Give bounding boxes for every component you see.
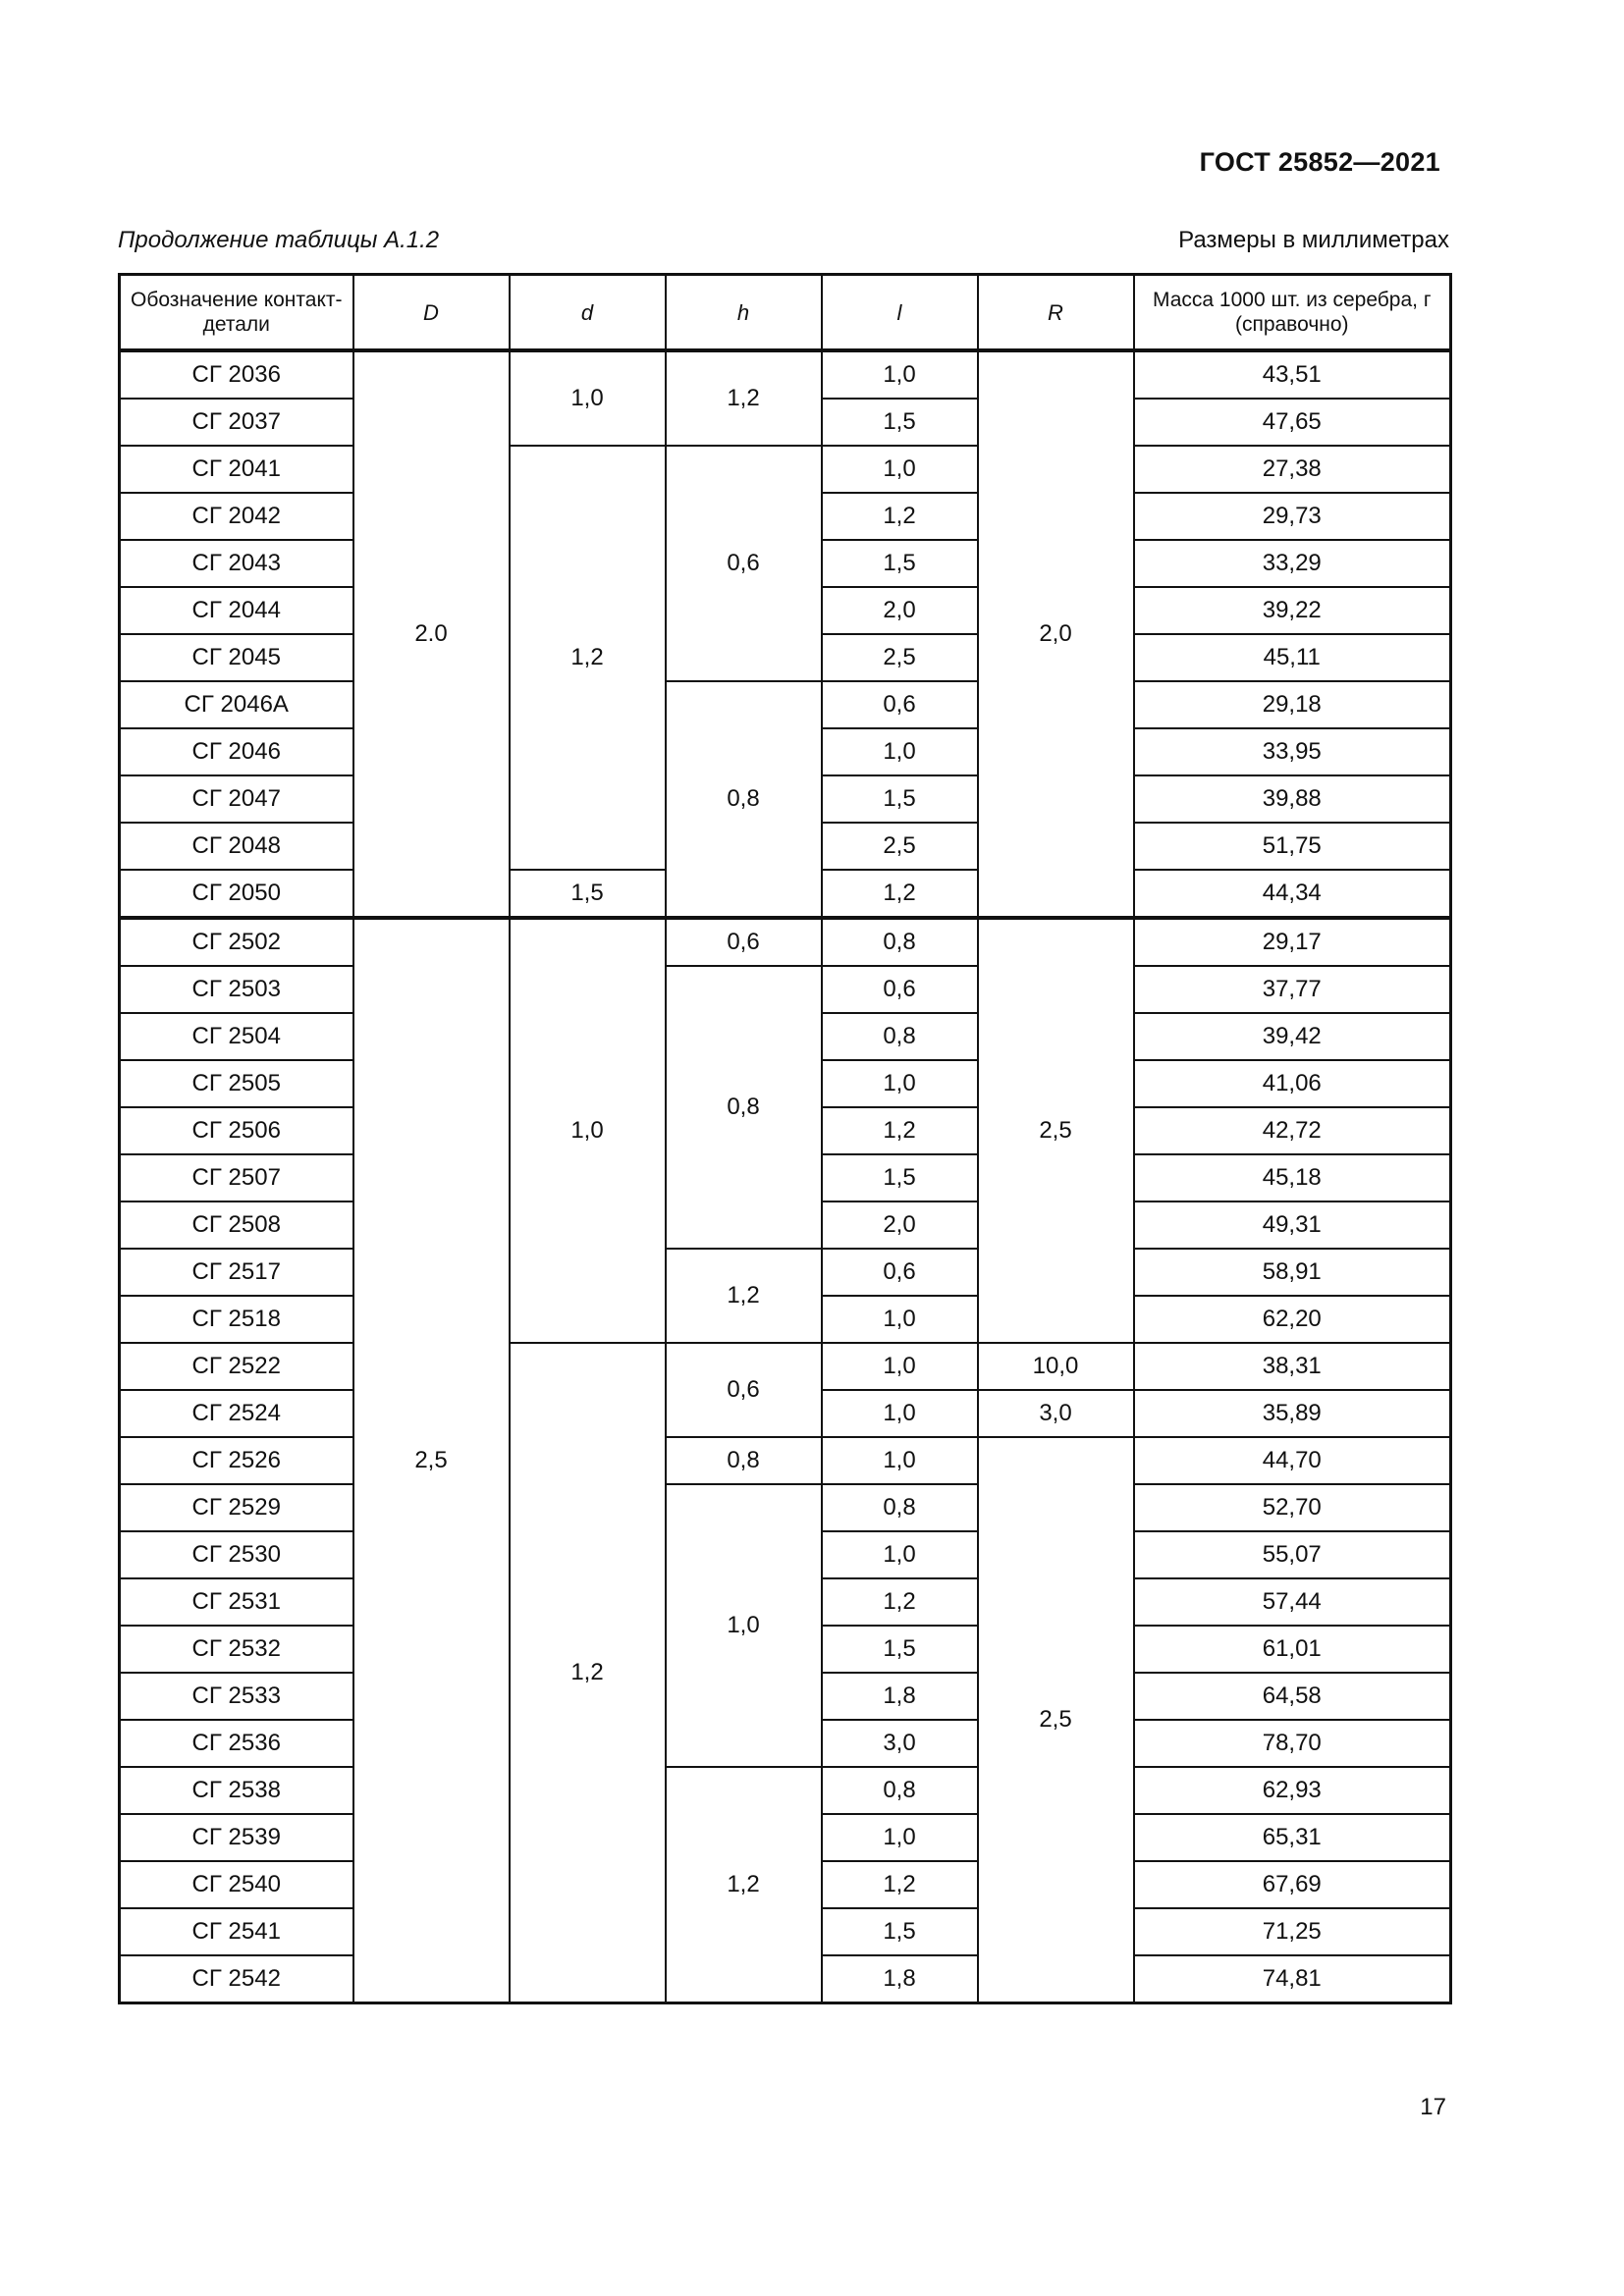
cell-l: 1,8 bbox=[822, 1673, 978, 1720]
cell-designation: СГ 2541 bbox=[120, 1908, 353, 1955]
header-l: l bbox=[822, 275, 978, 351]
cell-h: 1,0 bbox=[666, 1484, 822, 1767]
table-row bbox=[120, 966, 1451, 1013]
cell-l: 1,2 bbox=[822, 1107, 978, 1154]
cell-mass: 64,58 bbox=[1134, 1673, 1451, 1720]
cell-mass: 47,65 bbox=[1134, 399, 1451, 446]
header-D: D bbox=[353, 275, 510, 351]
table-row bbox=[120, 681, 1451, 728]
cell-l: 0,8 bbox=[822, 1484, 978, 1531]
cell-mass: 49,31 bbox=[1134, 1201, 1451, 1249]
cell-l: 1,5 bbox=[822, 775, 978, 823]
cell-l: 1,0 bbox=[822, 1060, 978, 1107]
cell-mass: 37,77 bbox=[1134, 966, 1451, 1013]
header-h: h bbox=[666, 275, 822, 351]
cell-designation: СГ 2524 bbox=[120, 1390, 353, 1437]
cell-l: 1,2 bbox=[822, 870, 978, 918]
cell-mass: 71,25 bbox=[1134, 1908, 1451, 1955]
cell-designation: СГ 2044 bbox=[120, 587, 353, 634]
cell-l: 0,8 bbox=[822, 1013, 978, 1060]
cell-designation: СГ 2517 bbox=[120, 1249, 353, 1296]
cell-h: 0,8 bbox=[666, 966, 822, 1249]
cell-designation: СГ 2522 bbox=[120, 1343, 353, 1390]
cell-mass: 29,18 bbox=[1134, 681, 1451, 728]
cell-mass: 39,88 bbox=[1134, 775, 1451, 823]
cell-l: 2,0 bbox=[822, 1201, 978, 1249]
cell-R: 2,5 bbox=[978, 1437, 1134, 2003]
cell-l: 1,0 bbox=[822, 1343, 978, 1390]
cell-designation: СГ 2050 bbox=[120, 870, 353, 918]
cell-l: 1,0 bbox=[822, 1390, 978, 1437]
cell-h: 0,6 bbox=[666, 1343, 822, 1437]
cell-l: 0,8 bbox=[822, 1767, 978, 1814]
cell-designation: СГ 2045 bbox=[120, 634, 353, 681]
cell-designation: СГ 2043 bbox=[120, 540, 353, 587]
cell-D: 2.0 bbox=[353, 350, 510, 918]
cell-l: 1,5 bbox=[822, 1154, 978, 1201]
cell-R: 10,0 bbox=[978, 1343, 1134, 1390]
cell-designation: СГ 2507 bbox=[120, 1154, 353, 1201]
cell-l: 1,0 bbox=[822, 1296, 978, 1343]
cell-designation: СГ 2042 bbox=[120, 493, 353, 540]
cell-mass: 41,06 bbox=[1134, 1060, 1451, 1107]
cell-mass: 62,20 bbox=[1134, 1296, 1451, 1343]
table-row bbox=[120, 1484, 1451, 1531]
cell-designation: СГ 2037 bbox=[120, 399, 353, 446]
cell-l: 0,6 bbox=[822, 1249, 978, 1296]
cell-l: 1,0 bbox=[822, 1531, 978, 1578]
cell-D: 2,5 bbox=[353, 918, 510, 2003]
cell-d: 1,0 bbox=[510, 918, 666, 1343]
cell-designation: СГ 2506 bbox=[120, 1107, 353, 1154]
cell-mass: 67,69 bbox=[1134, 1861, 1451, 1908]
cell-mass: 29,17 bbox=[1134, 918, 1451, 966]
cell-designation: СГ 2532 bbox=[120, 1626, 353, 1673]
cell-l: 1,0 bbox=[822, 1437, 978, 1484]
cell-designation: СГ 2538 bbox=[120, 1767, 353, 1814]
cell-R: 3,0 bbox=[978, 1390, 1134, 1437]
header-R: R bbox=[978, 275, 1134, 351]
cell-designation: СГ 2539 bbox=[120, 1814, 353, 1861]
cell-mass: 62,93 bbox=[1134, 1767, 1451, 1814]
cell-mass: 39,42 bbox=[1134, 1013, 1451, 1060]
cell-d: 1,2 bbox=[510, 446, 666, 870]
cell-mass: 74,81 bbox=[1134, 1955, 1451, 2003]
cell-mass: 52,70 bbox=[1134, 1484, 1451, 1531]
cell-h: 0,8 bbox=[666, 1437, 822, 1484]
contact-parts-table bbox=[118, 273, 1452, 2004]
cell-h: 0,6 bbox=[666, 918, 822, 966]
cell-designation: СГ 2529 bbox=[120, 1484, 353, 1531]
cell-l: 0,8 bbox=[822, 918, 978, 966]
cell-designation: СГ 2536 bbox=[120, 1720, 353, 1767]
cell-designation: СГ 2505 bbox=[120, 1060, 353, 1107]
cell-mass: 42,72 bbox=[1134, 1107, 1451, 1154]
cell-l: 1,5 bbox=[822, 399, 978, 446]
cell-l: 2,0 bbox=[822, 587, 978, 634]
cell-designation: СГ 2504 bbox=[120, 1013, 353, 1060]
cell-mass: 61,01 bbox=[1134, 1626, 1451, 1673]
table-continuation-caption: Продолжение таблицы А.1.2 bbox=[118, 227, 440, 253]
cell-mass: 44,70 bbox=[1134, 1437, 1451, 1484]
cell-l: 2,5 bbox=[822, 823, 978, 870]
cell-l: 1,0 bbox=[822, 446, 978, 493]
cell-l: 1,5 bbox=[822, 1626, 978, 1673]
cell-h: 0,8 bbox=[666, 681, 822, 918]
cell-l: 1,2 bbox=[822, 1578, 978, 1626]
cell-designation: СГ 2531 bbox=[120, 1578, 353, 1626]
cell-mass: 38,31 bbox=[1134, 1343, 1451, 1390]
cell-l: 1,2 bbox=[822, 1861, 978, 1908]
cell-R: 2,0 bbox=[978, 350, 1134, 918]
cell-mass: 65,31 bbox=[1134, 1814, 1451, 1861]
cell-designation: СГ 2046 bbox=[120, 728, 353, 775]
page-number: 17 bbox=[1420, 2094, 1446, 2120]
cell-mass: 78,70 bbox=[1134, 1720, 1451, 1767]
cell-designation: СГ 2046А bbox=[120, 681, 353, 728]
cell-mass: 35,89 bbox=[1134, 1390, 1451, 1437]
cell-h: 1,2 bbox=[666, 1249, 822, 1343]
header-designation: Обозначение контакт-детали bbox=[120, 275, 353, 351]
cell-designation: СГ 2518 bbox=[120, 1296, 353, 1343]
cell-mass: 51,75 bbox=[1134, 823, 1451, 870]
cell-mass: 27,38 bbox=[1134, 446, 1451, 493]
table-header-row bbox=[120, 275, 1451, 351]
table-row bbox=[120, 446, 1451, 493]
cell-designation: СГ 2036 bbox=[120, 350, 353, 399]
cell-h: 0,6 bbox=[666, 446, 822, 681]
cell-l: 1,2 bbox=[822, 493, 978, 540]
table-row bbox=[120, 1343, 1451, 1390]
cell-designation: СГ 2502 bbox=[120, 918, 353, 966]
cell-d: 1,5 bbox=[510, 870, 666, 918]
header-d: d bbox=[510, 275, 666, 351]
cell-mass: 44,34 bbox=[1134, 870, 1451, 918]
table-row bbox=[120, 350, 1451, 399]
table-row bbox=[120, 1767, 1451, 1814]
cell-designation: СГ 2048 bbox=[120, 823, 353, 870]
table-row bbox=[120, 1249, 1451, 1296]
cell-mass: 57,44 bbox=[1134, 1578, 1451, 1626]
cell-l: 1,0 bbox=[822, 1814, 978, 1861]
table-row bbox=[120, 918, 1451, 966]
cell-designation: СГ 2508 bbox=[120, 1201, 353, 1249]
cell-mass: 45,11 bbox=[1134, 634, 1451, 681]
cell-h: 1,2 bbox=[666, 350, 822, 446]
table-row bbox=[120, 1437, 1451, 1484]
cell-mass: 33,29 bbox=[1134, 540, 1451, 587]
cell-l: 2,5 bbox=[822, 634, 978, 681]
standard-number: ГОСТ 25852—2021 bbox=[1199, 147, 1440, 177]
cell-designation: СГ 2533 bbox=[120, 1673, 353, 1720]
header-mass: Масса 1000 шт. из серебра, г (справочно) bbox=[1134, 275, 1451, 351]
cell-mass: 33,95 bbox=[1134, 728, 1451, 775]
cell-mass: 58,91 bbox=[1134, 1249, 1451, 1296]
cell-designation: СГ 2526 bbox=[120, 1437, 353, 1484]
cell-l: 1,8 bbox=[822, 1955, 978, 2003]
cell-designation: СГ 2041 bbox=[120, 446, 353, 493]
cell-mass: 55,07 bbox=[1134, 1531, 1451, 1578]
cell-mass: 29,73 bbox=[1134, 493, 1451, 540]
cell-designation: СГ 2530 bbox=[120, 1531, 353, 1578]
cell-l: 1,0 bbox=[822, 350, 978, 399]
cell-designation: СГ 2542 bbox=[120, 1955, 353, 2003]
cell-mass: 43,51 bbox=[1134, 350, 1451, 399]
cell-designation: СГ 2503 bbox=[120, 966, 353, 1013]
cell-designation: СГ 2047 bbox=[120, 775, 353, 823]
cell-mass: 45,18 bbox=[1134, 1154, 1451, 1201]
cell-designation: СГ 2540 bbox=[120, 1861, 353, 1908]
cell-mass: 39,22 bbox=[1134, 587, 1451, 634]
cell-h: 1,2 bbox=[666, 1767, 822, 2003]
units-note: Размеры в миллиметрах bbox=[1178, 227, 1449, 253]
cell-l: 1,5 bbox=[822, 1908, 978, 1955]
cell-d: 1,2 bbox=[510, 1343, 666, 2003]
cell-l: 0,6 bbox=[822, 681, 978, 728]
cell-l: 1,5 bbox=[822, 540, 978, 587]
cell-R: 2,5 bbox=[978, 918, 1134, 1343]
cell-d: 1,0 bbox=[510, 350, 666, 446]
cell-l: 3,0 bbox=[822, 1720, 978, 1767]
cell-l: 1,0 bbox=[822, 728, 978, 775]
cell-l: 0,6 bbox=[822, 966, 978, 1013]
